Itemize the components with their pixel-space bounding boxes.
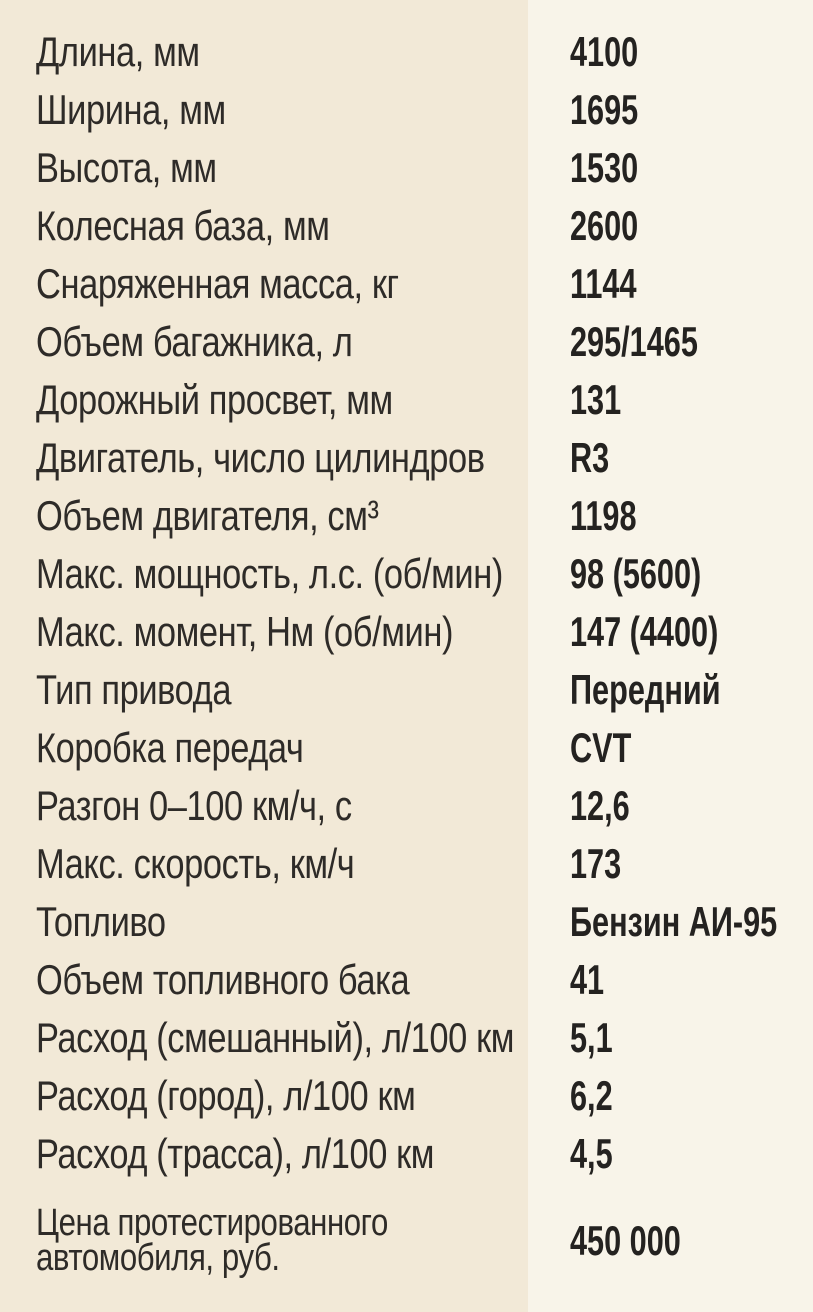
spec-label-text: Объем двигателя, см³	[36, 492, 379, 539]
spec-value-text: Передний	[570, 666, 721, 713]
spec-value	[528, 318, 813, 365]
spec-row	[0, 371, 813, 429]
spec-label-text: Топливо	[36, 898, 166, 945]
spec-value-text: CVT	[570, 724, 632, 771]
spec-row	[0, 835, 813, 893]
spec-label-text: Ширина, мм	[36, 86, 226, 133]
spec-row	[0, 719, 813, 777]
spec-value	[528, 28, 813, 75]
spec-value	[528, 144, 813, 191]
spec-value-text: R3	[570, 434, 610, 481]
spec-value-text: 1695	[570, 86, 639, 133]
spec-label	[0, 1130, 528, 1177]
spec-label-text: Объем багажника, л	[36, 318, 353, 365]
spec-value	[528, 260, 813, 307]
spec-label-text: Разгон 0–100 км/ч, с	[36, 782, 352, 829]
spec-label-text: Макс. момент, Нм (об/мин)	[36, 608, 454, 655]
spec-label	[0, 86, 528, 133]
spec-value	[528, 86, 813, 133]
spec-label-text: Снаряженная масса, кг	[36, 260, 399, 307]
spec-row	[0, 893, 813, 951]
spec-value	[528, 724, 813, 771]
spec-label	[0, 840, 528, 887]
spec-value-text: 450 000	[570, 1217, 681, 1264]
spec-value-text: 4100	[570, 28, 639, 75]
spec-label	[0, 666, 528, 713]
spec-label-text: Цена протестированного автомобиля, руб.	[36, 1202, 388, 1279]
spec-row	[0, 603, 813, 661]
spec-value-text: 173	[570, 840, 622, 887]
spec-value-text: 98 (5600)	[570, 550, 702, 597]
spec-label	[0, 492, 528, 539]
spec-label	[0, 260, 528, 307]
spec-value	[528, 956, 813, 1003]
spec-row	[0, 1067, 813, 1125]
spec-value	[528, 492, 813, 539]
spec-label	[0, 898, 528, 945]
spec-value-text: 1198	[570, 492, 637, 539]
spec-label-text: Тип привода	[36, 666, 232, 713]
spec-row	[0, 1125, 813, 1183]
spec-label-text: Коробка передач	[36, 724, 304, 771]
spec-value	[528, 840, 813, 887]
spec-label	[0, 550, 528, 597]
spec-value	[528, 376, 813, 423]
spec-row-price	[0, 1191, 813, 1291]
spec-value-text: 6,2	[570, 1072, 613, 1119]
spec-row	[0, 951, 813, 1009]
spec-row	[0, 661, 813, 719]
spec-value-text: 1144	[570, 260, 637, 307]
spec-value	[528, 1014, 813, 1061]
spec-value-text: 295/1465	[570, 318, 698, 365]
spec-value-text: Бензин АИ-95	[570, 898, 778, 945]
spec-label	[0, 318, 528, 365]
spec-row	[0, 139, 813, 197]
spec-label	[0, 1072, 528, 1119]
spec-value	[528, 434, 813, 481]
spec-label	[0, 1202, 528, 1279]
spec-value	[528, 550, 813, 597]
spec-value	[528, 608, 813, 655]
spec-label-text: Расход (город), л/100 км	[36, 1072, 416, 1119]
spec-value-text: 1530	[570, 144, 639, 191]
spec-label-text: Расход (трасса), л/100 км	[36, 1130, 435, 1177]
spec-row	[0, 429, 813, 487]
spec-label-text: Дорожный просвет, мм	[36, 376, 393, 423]
spec-value	[528, 1072, 813, 1119]
spec-row	[0, 81, 813, 139]
spec-label-text: Высота, мм	[36, 144, 217, 191]
spec-row	[0, 255, 813, 313]
spec-label	[0, 1014, 528, 1061]
spec-value	[528, 1217, 813, 1264]
spec-value-text: 147 (4400)	[570, 608, 719, 655]
spec-label-text: Макс. мощность, л.с. (об/мин)	[36, 550, 503, 597]
spec-row	[0, 1009, 813, 1067]
spec-row	[0, 545, 813, 603]
spec-value-text: 2600	[570, 202, 639, 249]
spec-label	[0, 144, 528, 191]
spec-label-text: Длина, мм	[36, 28, 200, 75]
spec-label	[0, 376, 528, 423]
spec-value-text: 5,1	[570, 1014, 613, 1061]
spec-label-text: Колесная база, мм	[36, 202, 330, 249]
spec-label-text: Объем топливного бака	[36, 956, 410, 1003]
spec-label	[0, 28, 528, 75]
spec-label	[0, 724, 528, 771]
spec-label	[0, 782, 528, 829]
spec-row	[0, 23, 813, 81]
spec-row	[0, 197, 813, 255]
spec-value	[528, 1130, 813, 1177]
spec-label-text: Расход (смешанный), л/100 км	[36, 1014, 514, 1061]
spec-label-text: Макс. скорость, км/ч	[36, 840, 355, 887]
spec-row	[0, 487, 813, 545]
spec-value	[528, 202, 813, 249]
spec-value-text: 12,6	[570, 782, 630, 829]
spec-label-text: Двигатель, число цилиндров	[36, 434, 485, 481]
spec-label	[0, 202, 528, 249]
spec-value	[528, 782, 813, 829]
spec-row	[0, 777, 813, 835]
spec-row	[0, 313, 813, 371]
spec-label	[0, 956, 528, 1003]
spec-value-text: 131	[570, 376, 622, 423]
spec-label	[0, 608, 528, 655]
spec-value-text: 41	[570, 956, 605, 1003]
spec-value	[528, 898, 813, 945]
spec-value-text: 4,5	[570, 1130, 613, 1177]
spec-value	[528, 666, 813, 713]
spec-label	[0, 434, 528, 481]
